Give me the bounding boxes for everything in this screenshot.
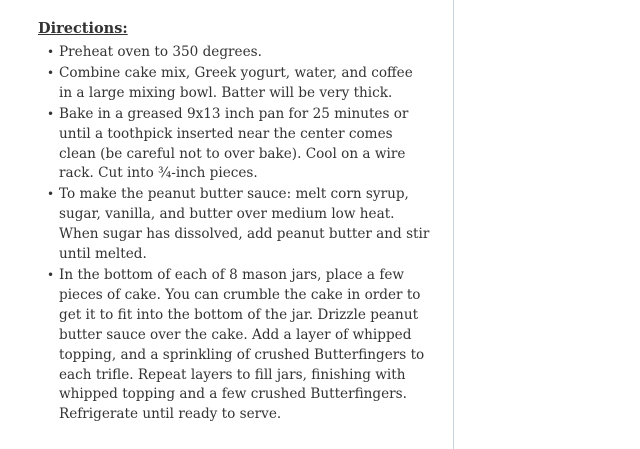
step-text: Preheat oven to 350 degrees. xyxy=(59,44,262,60)
bullet-icon: • xyxy=(47,106,55,121)
bullet-icon: • xyxy=(47,267,55,282)
column-divider xyxy=(453,0,454,449)
step-text: In the bottom of each of 8 mason jars, place a few pieces of cake. You can crumble the cake in order to get it to fit into the bottom of the jar. Drizzle peanut butter sauce over the cake. Add a layer of whipped topping, and a sprinkling of crushed Butterfingers to each trifle. Repeat layers to fill jars, finishing with whipped topping and a few crushed Butterfingers. Refrigerate until ready to serve. xyxy=(59,266,425,423)
bullet-icon: • xyxy=(47,45,55,59)
bullet-icon: • xyxy=(47,187,55,202)
directions-heading: Directions: xyxy=(38,20,128,37)
list-item xyxy=(38,43,430,63)
list-item xyxy=(38,105,430,185)
bullet-icon: • xyxy=(47,65,55,80)
directions-section xyxy=(38,19,430,426)
list-item xyxy=(38,266,430,425)
step-text: To make the peanut butter sauce: melt corn syrup, sugar, vanilla, and butter over medium low heat. When sugar has dissolved, add peanut butter and stir until melted. xyxy=(59,186,430,263)
directions-list xyxy=(38,43,430,425)
step-text: Combine cake mix, Greek yogurt, water, and coffee in a large mixing bowl. Batter will be very thick. xyxy=(59,64,413,101)
list-item xyxy=(38,64,430,104)
list-item xyxy=(38,185,430,265)
step-text: Bake in a greased 9x13 inch pan for 25 minutes or until a toothpick inserted near the center comes clean (be careful not to over bake). Cool on a wire rack. Cut into ¾-inch pieces. xyxy=(59,105,409,182)
